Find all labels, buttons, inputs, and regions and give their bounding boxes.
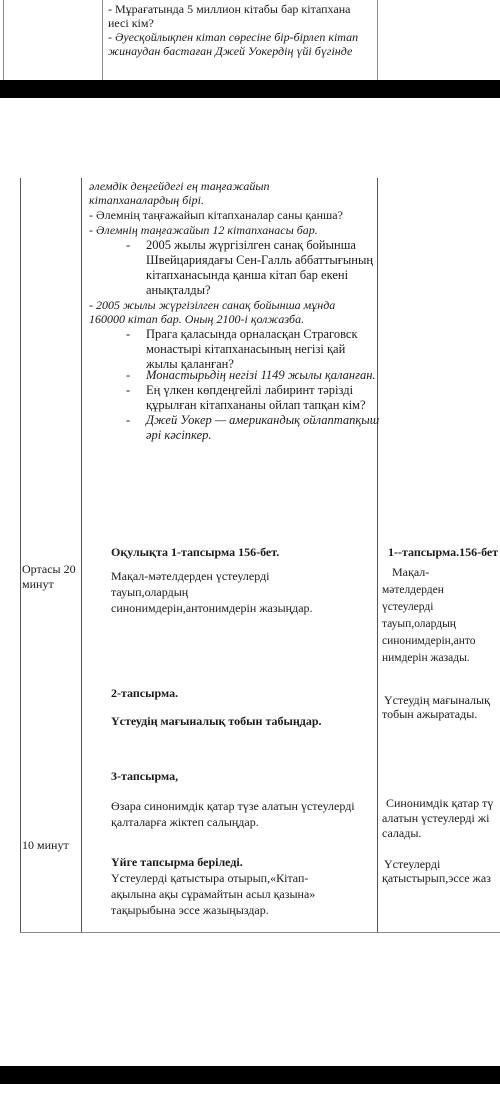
right-task-4-line-2: қатыстырып,эссе жаз <box>382 871 491 885</box>
task-2-title: 2-тапсырма. <box>111 686 179 700</box>
bullet-dash: - <box>126 368 131 382</box>
task-3-line-2: қалталарға жіктеп салыңдар. <box>111 815 259 829</box>
homework-line-3: тақырыбына эссе жазыңыздар. <box>111 903 269 917</box>
answer-1-line-2: 160000 кітап бар. Оның 2100-і қолжазба. <box>89 312 305 326</box>
black-band-bottom <box>0 1066 500 1084</box>
bullet-1-line-4: анықталды? <box>146 283 211 297</box>
mid-line-2: кітапханалардың бірі. <box>89 193 204 207</box>
bullet-3-line-1: Монастырьдің негізі 1149 жылы қаланған. <box>146 368 376 382</box>
right-task-4-line-1: Үстеулерді <box>384 857 441 871</box>
top-line-4: жинаудан бастаған Джей Уокердің үйі бүгінде <box>108 44 353 58</box>
bullet-2-line-2: монастырі кітапханасының негізі қай <box>146 342 346 356</box>
right-task-1-title: 1--тапсырма.156-бет <box>388 545 499 559</box>
task-1-line-2: тауып,олардың <box>111 585 189 599</box>
right-task-1-line-3: үстеулерді <box>382 601 434 613</box>
task-1-line-1: Мақал-мәтелдерден үстеулерді <box>111 569 270 583</box>
bullet-1-line-2: Швейцариядағы Сен-Галль аббаттығының <box>146 253 374 267</box>
top-line-2: иесі кім? <box>108 16 154 30</box>
right-task-1-line-1: Мақал- <box>392 565 430 579</box>
top-right-border <box>377 0 378 80</box>
bullet-2-line-1: Прага қаласында орналасқан Страговск <box>146 327 358 341</box>
top-col-border <box>102 0 103 80</box>
homework-title: Үйге тапсырма беріледі. <box>111 855 243 869</box>
task-2-text: Үстеудің мағыналық тобын табыңдар. <box>111 714 322 728</box>
bullet-5-line-1: Джей Уокер — американдық ойлаптапқыш <box>146 413 380 427</box>
bullet-1-line-1: 2005 жылы жүргізілген санақ бойынша <box>146 238 356 252</box>
answer-1-line-1: - 2005 жылы жүргізілген санақ бойынша мұнда <box>89 298 336 312</box>
task-1-line-3: синонимдерін,антонимдерін жазыңдар. <box>111 601 313 615</box>
homework-line-2: ақылына ақы сұрамайтын асыл қазына» <box>111 887 316 901</box>
right-task-3-line-3: салады. <box>382 826 422 840</box>
homework-line-1: Үстеулерді қатыстыра отырып,«Кітап- <box>111 871 309 885</box>
mid-line-3: - Әлемнің таңғажайып кітапханалар саны қанша? <box>89 208 343 222</box>
bullet-dash: - <box>126 238 131 252</box>
right-task-2-line-1: Үстеудің мағыналық <box>384 693 490 707</box>
time-10: 10 минут <box>22 838 69 852</box>
right-task-3-line-2: алатын үстеулерді жі <box>382 811 490 825</box>
time-20-line-1: Ортасы 20 <box>22 562 76 576</box>
right-task-2-line-2: тобын ажыратады. <box>382 707 478 721</box>
top-line-3: - Әуесқойлықпен кітап сөресіне бір-бірлеп кітап <box>108 30 359 44</box>
bullet-dash: - <box>126 327 131 341</box>
mid-col1-border <box>81 178 82 932</box>
right-task-3-line-1: Синонимдік қатар тү <box>386 796 494 810</box>
top-line-1: - Мұрағатында 5 миллион кітабы бар кітапхана <box>108 2 351 16</box>
bullet-dash: - <box>126 413 131 427</box>
bullet-1-line-3: кітапханасында қанша кітап бар екені <box>146 268 349 282</box>
black-band-top <box>0 80 500 98</box>
task-1-title: Оқулықта 1-тапсырма 156-бет. <box>111 545 280 559</box>
mid-bottom-border <box>20 932 500 933</box>
bullet-2-line-3: жылы қаланған? <box>146 357 234 371</box>
mid-left-border <box>20 178 21 932</box>
bullet-4-line-2: құрылған кітапхананы ойлап тапқан кім? <box>146 398 366 412</box>
right-task-1-line-6: нимдерін жазады. <box>382 652 470 664</box>
mid-col2-border <box>377 178 378 932</box>
task-3-title: 3-тапсырма, <box>111 769 179 783</box>
mid-line-4: - Әлемнің таңғажайып 12 кітапханасы бар. <box>89 223 318 237</box>
mid-line-1: әлемдік деңгейдегі ең таңғажайып <box>89 179 270 193</box>
task-3-line-1: Өзара синонимдік қатар түзе алатын үстеулерді <box>111 799 355 813</box>
bullet-dash: - <box>126 383 131 397</box>
top-left-border <box>3 0 4 80</box>
right-task-1-line-2: мәтелдерден <box>382 584 444 596</box>
time-20-line-2: минут <box>22 577 54 591</box>
right-task-1-line-4: тауып,олардың <box>382 618 456 630</box>
bullet-4-line-1: Ең үлкен көпдеңгейлі лабиринт тәрізді <box>146 383 354 397</box>
bullet-5-line-2: әрі кәсіпкер. <box>146 428 212 442</box>
right-task-1-line-5: синонимдерін,анто <box>382 635 476 647</box>
